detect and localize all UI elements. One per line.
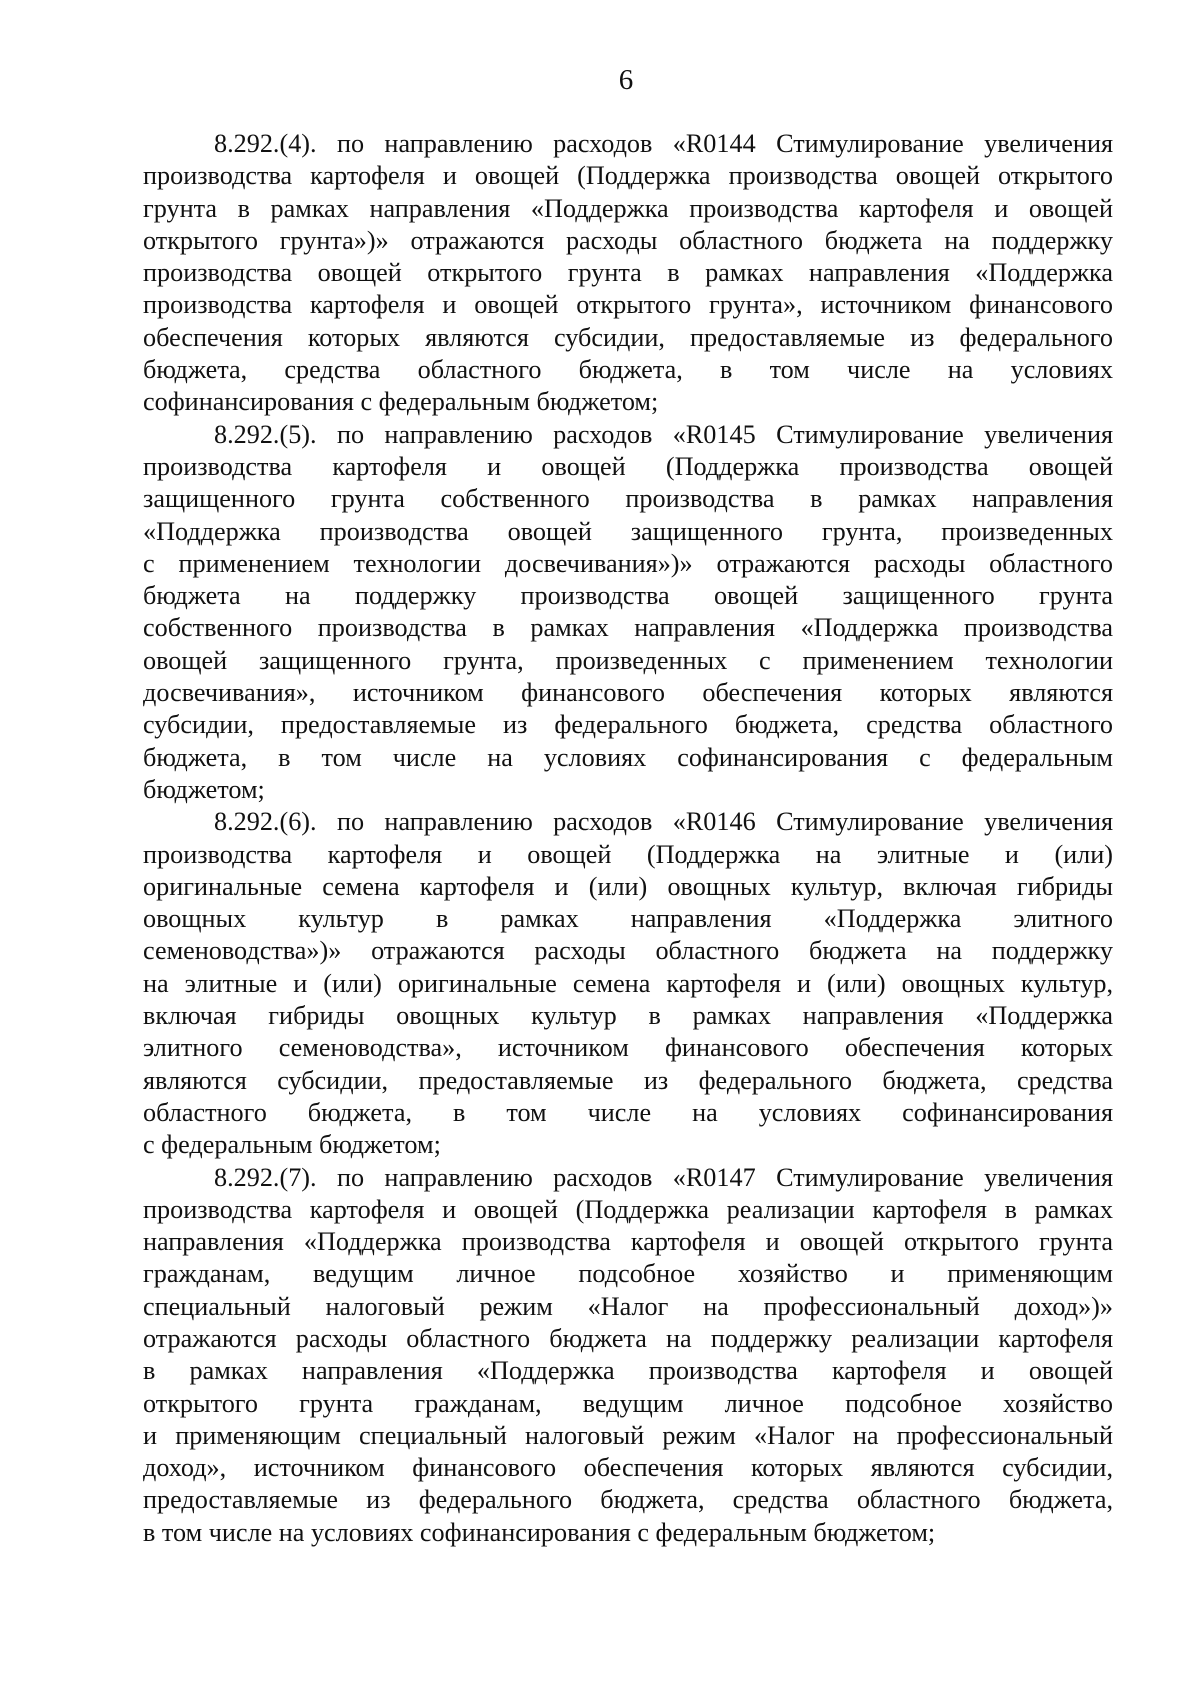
text-line: специальный налоговый режим «Налог на профессиональный доход»)» [143,1291,1113,1321]
paragraph [143,419,1113,807]
text-line: с федеральным бюджетом; [143,1130,441,1160]
text-line: овощных культур в рамках направления «Поддержка элитного [143,904,1113,934]
text-line: отражаются расходы областного бюджета на поддержку реализации картофеля [143,1323,1113,1353]
text-line: производства овощей открытого грунта в рамках направления «Поддержка [143,258,1113,288]
text-line: бюджета на поддержку производства овощей защищенного грунта [143,581,1113,611]
paragraph [143,806,1113,1161]
text-line: открытого грунта»)» отражаются расходы областного бюджета на поддержку [143,225,1113,255]
text-line: «Поддержка производства овощей защищенного грунта, произведенных [143,516,1113,546]
text-line: областного бюджета, в том числе на условиях софинансирования [143,1097,1113,1127]
text-line: производства картофеля и овощей (Поддержка производства овощей открытого [143,161,1113,191]
text-line: включая гибриды овощных культур в рамках направления «Поддержка [143,1001,1113,1031]
text-line: с применением технологии досвечивания»)» отражаются расходы областного [143,548,1113,578]
text-line: обеспечения которых являются субсидии, предоставляемые из федерального [143,322,1113,352]
text-line: субсидии, предоставляемые из федерального бюджета, средства областного [143,710,1113,740]
page-number: 6 [618,64,634,96]
text-line: открытого грунта гражданам, ведущим личное подсобное хозяйство [143,1388,1113,1418]
text-line: производства картофеля и овощей (Поддержка производства овощей [143,451,1113,481]
text-line: семеноводства»)» отражаются расходы областного бюджета на поддержку [143,936,1113,966]
paragraph [143,1162,1113,1550]
text-line: овощей защищенного грунта, произведенных с применением технологии [143,645,1113,675]
text-line: направления «Поддержка производства картофеля и овощей открытого грунта [143,1227,1113,1257]
text-line: собственного производства в рамках направления «Поддержка производства [143,613,1113,643]
text-line: защищенного грунта собственного производства в рамках направления [143,484,1113,514]
text-line: бюджетом; [143,774,265,804]
text-line: производства картофеля и овощей (Поддержка реализации картофеля в рамках [143,1194,1113,1224]
text-line: производства картофеля и овощей открытого грунта», источником финансового [143,290,1113,320]
text-line: оригинальные семена картофеля и (или) овощных культур, включая гибриды [143,871,1113,901]
text-line: и применяющим специальный налоговый режим «Налог на профессиональный [143,1420,1113,1450]
text-line: грунта в рамках направления «Поддержка производства картофеля и овощей [143,193,1113,223]
text-line: гражданам, ведущим личное подсобное хозяйство и применяющим [143,1259,1113,1289]
text-line: 8.292.(7). по направлению расходов «R0147 Стимулирование увеличения [214,1162,1113,1192]
text-line: предоставляемые из федерального бюджета, средства областного бюджета, [143,1485,1113,1515]
document-body [143,128,1113,1549]
text-line: доход», источником финансового обеспечения которых являются субсидии, [143,1453,1113,1483]
text-line: 8.292.(6). по направлению расходов «R0146 Стимулирование увеличения [214,807,1113,837]
text-line: софинансирования с федеральным бюджетом; [143,387,659,417]
text-line: элитного семеноводства», источником финансового обеспечения которых [143,1033,1113,1063]
text-line: производства картофеля и овощей (Поддержка на элитные и (или) [143,839,1113,869]
text-line: в том числе на условиях софинансирования с федеральным бюджетом; [143,1517,936,1547]
text-line: досвечивания», источником финансового обеспечения которых являются [143,678,1113,708]
text-line: бюджета, средства областного бюджета, в том числе на условиях [143,355,1113,385]
text-line: 8.292.(4). по направлению расходов «R0144 Стимулирование увеличения [214,129,1113,158]
text-line: являются субсидии, предоставляемые из федерального бюджета, средства [143,1065,1113,1095]
text-line: на элитные и (или) оригинальные семена картофеля и (или) овощных культур, [143,968,1113,998]
text-line: 8.292.(5). по направлению расходов «R0145 Стимулирование увеличения [214,419,1113,449]
text-line: в рамках направления «Поддержка производства картофеля и овощей [143,1356,1113,1386]
paragraph [143,128,1113,419]
text-line: бюджета, в том числе на условиях софинансирования с федеральным [143,742,1113,772]
